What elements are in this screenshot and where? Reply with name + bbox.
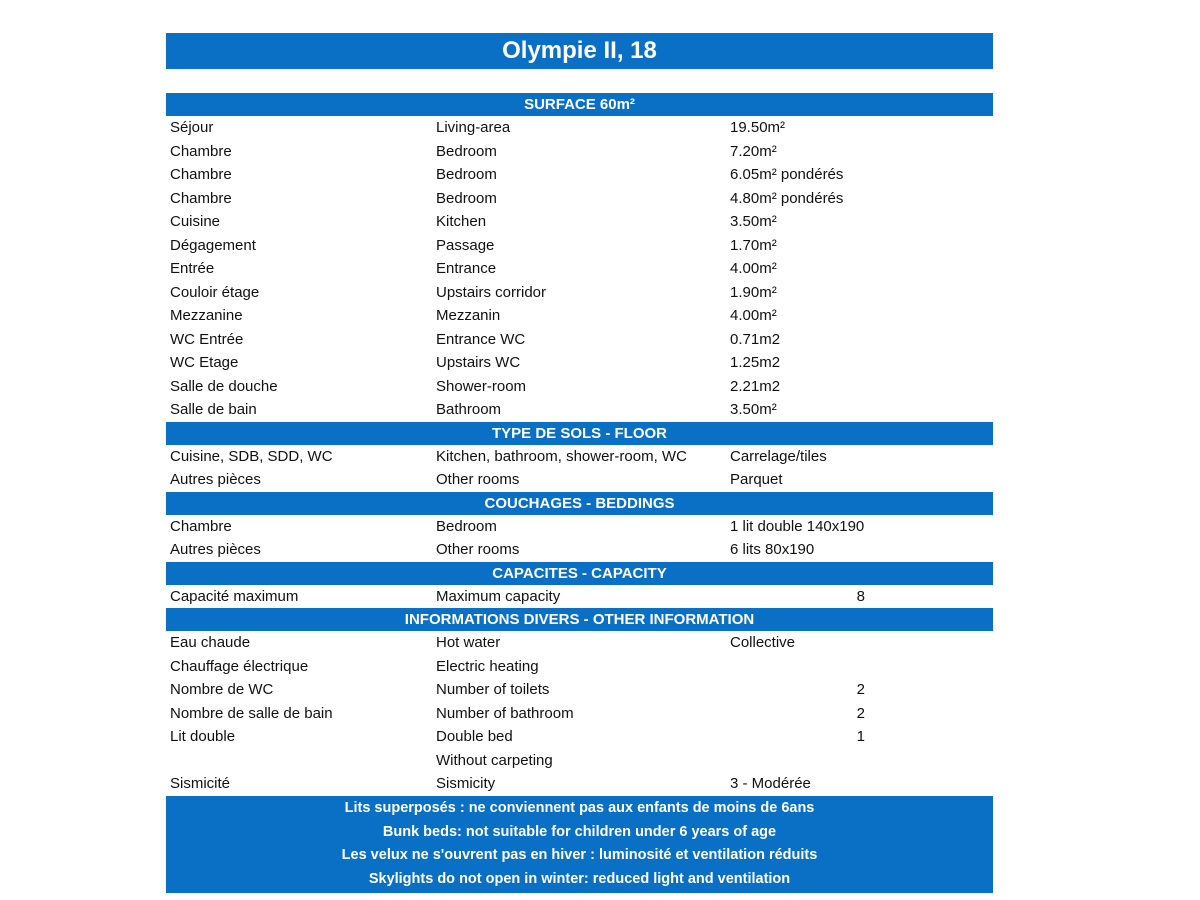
floor-table (166, 445, 993, 492)
cell-fr: Séjour (170, 119, 214, 137)
cell-en: Kitchen, bathroom, shower-room, WC (436, 447, 687, 465)
cell-fr: Chambre (170, 189, 232, 207)
cell-en: Bedroom (436, 166, 497, 184)
cell-en: Maximum capacity (436, 587, 561, 605)
cell-en: Without carpeting (436, 751, 553, 769)
cell-value: 2.21m2 (730, 377, 781, 395)
cell-fr: WC Etage (170, 354, 239, 372)
cell-en: Other rooms (436, 471, 520, 489)
cell-value: 1.25m2 (730, 354, 781, 372)
cell-en: Double bed (436, 728, 513, 746)
cell-fr: Salle de bain (170, 401, 257, 419)
footer-note: Les velux ne s'ouvrent pas en hiver : luminosité et ventilation réduits (341, 847, 818, 864)
cell-value: 1 (856, 728, 865, 746)
table-row (166, 234, 993, 258)
table-row (166, 749, 993, 773)
table-row (166, 515, 993, 539)
cell-fr: Salle de douche (170, 377, 278, 395)
cell-value: Carrelage/tiles (730, 447, 827, 465)
cell-en: Number of toilets (436, 681, 550, 699)
table-row (166, 187, 993, 211)
cell-en: Other rooms (436, 541, 520, 559)
cell-fr: Dégagement (170, 236, 256, 254)
cell-en: Sismicity (436, 775, 496, 793)
footer-note: Lits superposés : ne conviennent pas aux enfants de moins de 6ans (344, 800, 815, 817)
cell-fr: Couloir étage (170, 283, 260, 301)
cell-en: Bathroom (436, 401, 502, 419)
cell-value: 4.80m² pondérés (730, 189, 844, 207)
surface-table (166, 116, 993, 422)
table-row (166, 398, 993, 422)
cell-fr: Chambre (170, 166, 232, 184)
footer-note: Bunk beds: not suitable for children under 6 years of age (382, 823, 777, 840)
table-row (166, 304, 993, 328)
cell-value: Parquet (730, 471, 783, 489)
cell-en: Bedroom (436, 142, 497, 160)
cell-value: 6.05m² pondérés (730, 166, 844, 184)
cell-value: 4.00m² (730, 307, 777, 325)
cell-value: 3 - Modérée (730, 775, 811, 793)
table-row (166, 445, 993, 469)
table-row (166, 631, 993, 655)
cell-fr: Lit double (170, 728, 236, 746)
property-sheet (166, 33, 993, 893)
cell-fr: Chambre (170, 517, 232, 535)
cell-value: 4.00m² (730, 260, 777, 278)
cell-en: Number of bathroom (436, 704, 574, 722)
cell-fr: Nombre de WC (170, 681, 274, 699)
cell-en: Kitchen (436, 213, 487, 231)
cell-fr: Cuisine, SDB, SDD, WC (170, 447, 333, 465)
cell-value: 3.50m² (730, 401, 777, 419)
cell-value: 19.50m² (730, 119, 786, 137)
table-row (166, 140, 993, 164)
section-header-other-information: INFORMATIONS DIVERS - OTHER INFORMATION (166, 608, 993, 631)
cell-en: Upstairs corridor (436, 283, 547, 301)
title-spacer (166, 69, 993, 93)
table-row (166, 702, 993, 726)
page-title: Olympie II, 18 (166, 33, 993, 69)
cell-value: 1.70m² (730, 236, 777, 254)
cell-en: Entrance (436, 260, 497, 278)
cell-fr: Chambre (170, 142, 232, 160)
cell-fr: Eau chaude (170, 634, 251, 652)
cell-fr: Entrée (170, 260, 215, 278)
cell-value: 3.50m² (730, 213, 777, 231)
capacity-table (166, 585, 993, 609)
cell-value: 1.90m² (730, 283, 777, 301)
cell-fr: WC Entrée (170, 330, 244, 348)
cell-value: 0.71m2 (730, 330, 781, 348)
table-row (166, 257, 993, 281)
cell-value: Collective (730, 634, 796, 652)
table-row (166, 585, 993, 609)
cell-en: Bedroom (436, 517, 497, 535)
table-row (166, 328, 993, 352)
cell-en: Passage (436, 236, 495, 254)
cell-fr: Sismicité (170, 775, 231, 793)
section-header-beddings: COUCHAGES - BEDDINGS (166, 492, 993, 515)
footer-notes (166, 796, 993, 893)
cell-value: 1 lit double 140x190 (730, 517, 865, 535)
cell-value: 8 (856, 587, 865, 605)
footer-note: Skylights do not open in winter: reduced light and ventilation (368, 870, 791, 887)
cell-fr: Cuisine (170, 213, 221, 231)
cell-en: Electric heating (436, 657, 539, 675)
section-header-surface: SURFACE 60m² (166, 93, 993, 116)
cell-en: Upstairs WC (436, 354, 521, 372)
table-row (166, 116, 993, 140)
cell-fr: Nombre de salle de bain (170, 704, 333, 722)
table-row (166, 163, 993, 187)
cell-en: Mezzanin (436, 307, 501, 325)
cell-fr: Autres pièces (170, 471, 261, 489)
cell-fr: Chauffage électrique (170, 657, 309, 675)
cell-en: Living-area (436, 119, 511, 137)
table-row (166, 538, 993, 562)
cell-en: Bedroom (436, 189, 497, 207)
cell-fr: Autres pièces (170, 541, 261, 559)
table-row (166, 655, 993, 679)
section-header-floor: TYPE DE SOLS - FLOOR (166, 422, 993, 445)
table-row (166, 281, 993, 305)
table-row (166, 375, 993, 399)
table-row (166, 678, 993, 702)
table-row (166, 351, 993, 375)
table-row (166, 772, 993, 796)
table-row (166, 725, 993, 749)
cell-en: Hot water (436, 634, 501, 652)
cell-value: 7.20m² (730, 142, 777, 160)
cell-en: Entrance WC (436, 330, 526, 348)
beddings-table (166, 515, 993, 562)
cell-en: Shower-room (436, 377, 527, 395)
table-row (166, 468, 993, 492)
table-row (166, 210, 993, 234)
cell-value: 2 (856, 681, 865, 699)
cell-fr: Capacité maximum (170, 587, 299, 605)
section-header-capacity: CAPACITES - CAPACITY (166, 562, 993, 585)
cell-fr: Mezzanine (170, 307, 243, 325)
cell-value: 6 lits 80x190 (730, 541, 815, 559)
cell-value: 2 (856, 704, 865, 722)
other-information-table (166, 631, 993, 796)
